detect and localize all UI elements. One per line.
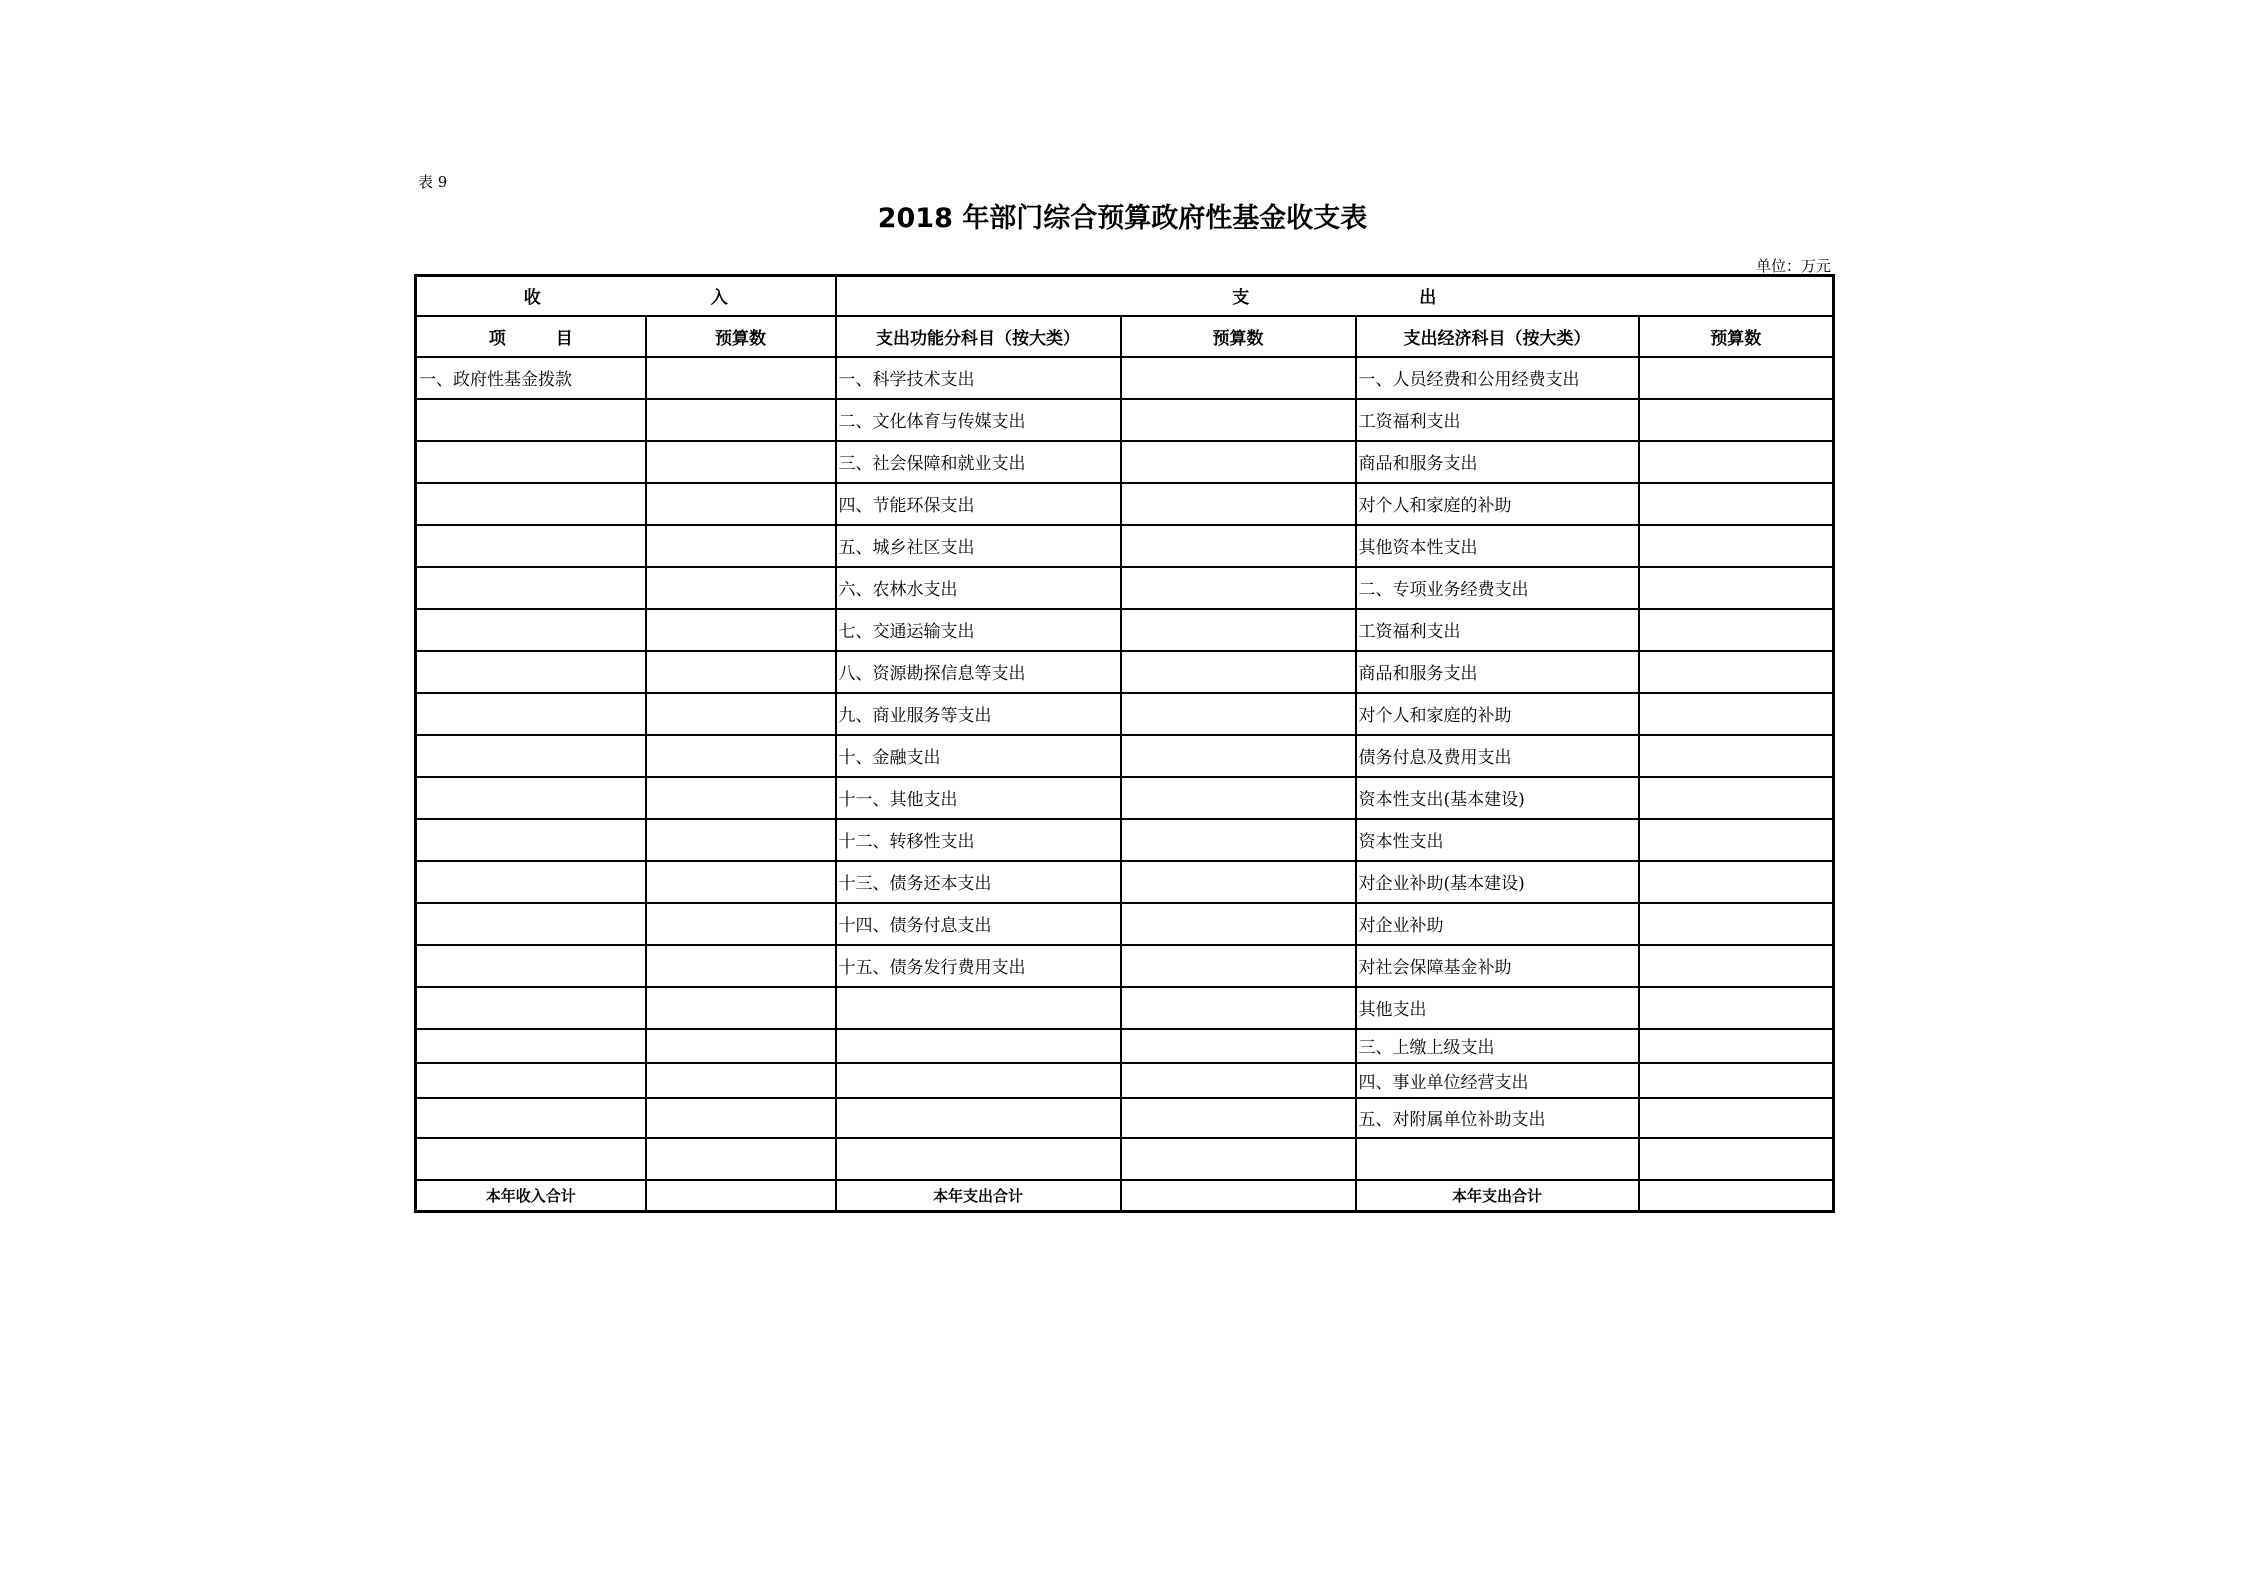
economic-budget-cell xyxy=(1639,525,1834,567)
function-item-cell: 十二、转移性支出 xyxy=(836,819,1121,861)
economic-budget-cell xyxy=(1639,987,1834,1029)
function-item-cell: 一、科学技术支出 xyxy=(836,357,1121,399)
function-budget-cell xyxy=(1121,441,1356,483)
table-row xyxy=(416,819,1834,861)
income-item-cell xyxy=(416,441,646,483)
income-item-cell xyxy=(416,609,646,651)
totals-row xyxy=(416,1180,1834,1212)
economic-budget-cell xyxy=(1639,945,1834,987)
income-budget-cell xyxy=(646,987,836,1029)
income-budget-cell xyxy=(646,483,836,525)
economic-item-cell: 资本性支出 xyxy=(1356,819,1639,861)
income-budget-cell xyxy=(646,1138,836,1180)
function-budget-cell xyxy=(1121,693,1356,735)
table-row xyxy=(416,651,1834,693)
expense-group-header xyxy=(836,276,1834,316)
function-budget-cell xyxy=(1121,483,1356,525)
income-budget-cell xyxy=(646,399,836,441)
economic-item-cell: 五、对附属单位补助支出 xyxy=(1356,1098,1639,1138)
function-item-cell: 十五、债务发行费用支出 xyxy=(836,945,1121,987)
income-item-cell xyxy=(416,819,646,861)
economic-budget-cell xyxy=(1639,1063,1834,1098)
table-number-label: 表 9 xyxy=(418,173,448,191)
economic-budget-cell xyxy=(1639,735,1834,777)
income-item-cell xyxy=(416,399,646,441)
income-budget-cell xyxy=(646,735,836,777)
income-item-cell xyxy=(416,903,646,945)
income-budget-cell xyxy=(646,441,836,483)
expense-header-right: 出 xyxy=(1419,288,1437,309)
col-header-item: 项 目 xyxy=(416,316,646,357)
function-budget-cell xyxy=(1121,525,1356,567)
economic-item-cell: 资本性支出(基本建设) xyxy=(1356,777,1639,819)
table-row xyxy=(416,567,1834,609)
economic-item-cell: 对企业补助 xyxy=(1356,903,1639,945)
function-item-cell: 十一、其他支出 xyxy=(836,777,1121,819)
function-item-cell xyxy=(836,987,1121,1029)
function-budget-cell xyxy=(1121,819,1356,861)
income-budget-cell xyxy=(646,945,836,987)
income-budget-cell xyxy=(646,357,836,399)
economic-item-cell: 债务付息及费用支出 xyxy=(1356,735,1639,777)
economic-item-cell: 工资福利支出 xyxy=(1356,609,1639,651)
function-budget-cell xyxy=(1121,399,1356,441)
income-budget-cell xyxy=(646,1029,836,1063)
income-budget-cell xyxy=(646,819,836,861)
economic-item-cell: 对企业补助(基本建设) xyxy=(1356,861,1639,903)
economic-budget-cell xyxy=(1639,609,1834,651)
header-row-columns xyxy=(416,316,1834,357)
income-budget-cell xyxy=(646,861,836,903)
function-item-cell: 七、交通运输支出 xyxy=(836,609,1121,651)
col-header-budget-economic: 预算数 xyxy=(1639,316,1834,357)
economic-item-cell: 二、专项业务经费支出 xyxy=(1356,567,1639,609)
economic-item-cell: 一、人员经费和公用经费支出 xyxy=(1356,357,1639,399)
function-item-cell: 五、城乡社区支出 xyxy=(836,525,1121,567)
function-item-cell xyxy=(836,1098,1121,1138)
income-item-cell xyxy=(416,1029,646,1063)
economic-item-cell: 对个人和家庭的补助 xyxy=(1356,483,1639,525)
function-item-cell: 六、农林水支出 xyxy=(836,567,1121,609)
economic-budget-cell xyxy=(1639,777,1834,819)
income-budget-cell xyxy=(646,903,836,945)
income-item-cell: 一、政府性基金拨款 xyxy=(416,357,646,399)
table-row xyxy=(416,357,1834,399)
function-budget-cell xyxy=(1121,861,1356,903)
table-row xyxy=(416,1098,1834,1138)
page-title: 2018 年部门综合预算政府性基金收支表 xyxy=(877,203,1368,234)
budget-table xyxy=(414,274,1835,1213)
table-row xyxy=(416,441,1834,483)
function-item-cell xyxy=(836,1029,1121,1063)
income-budget-cell xyxy=(646,777,836,819)
economic-budget-cell xyxy=(1639,357,1834,399)
economic-item-cell: 对社会保障基金补助 xyxy=(1356,945,1639,987)
function-item-cell: 十四、债务付息支出 xyxy=(836,903,1121,945)
income-item-cell xyxy=(416,1098,646,1138)
income-budget-cell xyxy=(646,567,836,609)
economic-budget-cell xyxy=(1639,819,1834,861)
income-item-cell xyxy=(416,483,646,525)
income-item-cell xyxy=(416,651,646,693)
function-budget-cell xyxy=(1121,777,1356,819)
function-budget-cell xyxy=(1121,609,1356,651)
table-row xyxy=(416,399,1834,441)
income-budget-cell xyxy=(646,693,836,735)
income-item-cell xyxy=(416,861,646,903)
col-header-function: 支出功能分科目（按大类） xyxy=(836,316,1121,357)
function-budget-cell xyxy=(1121,1029,1356,1063)
col-header-economic: 支出经济科目（按大类） xyxy=(1356,316,1639,357)
economic-item-cell: 四、事业单位经营支出 xyxy=(1356,1063,1639,1098)
income-group-header xyxy=(416,276,836,316)
function-item-cell: 十三、债务还本支出 xyxy=(836,861,1121,903)
function-budget-cell xyxy=(1121,945,1356,987)
function-item-cell xyxy=(836,1063,1121,1098)
economic-item-cell: 三、上缴上级支出 xyxy=(1356,1029,1639,1063)
income-item-cell xyxy=(416,567,646,609)
function-budget-cell xyxy=(1121,357,1356,399)
table-row xyxy=(416,777,1834,819)
col-header-budget-income: 预算数 xyxy=(646,316,836,357)
function-budget-cell xyxy=(1121,987,1356,1029)
table-row xyxy=(416,1029,1834,1063)
table-row xyxy=(416,1138,1834,1180)
income-total-label: 本年收入合计 xyxy=(416,1180,646,1212)
function-item-cell xyxy=(836,1138,1121,1180)
economic-budget-cell xyxy=(1639,651,1834,693)
unit-note: 单位：万元 xyxy=(1755,257,1831,275)
income-budget-cell xyxy=(646,525,836,567)
economic-total-value xyxy=(1639,1180,1834,1212)
economic-item-cell: 对个人和家庭的补助 xyxy=(1356,693,1639,735)
income-total-value xyxy=(646,1180,836,1212)
function-item-cell: 九、商业服务等支出 xyxy=(836,693,1121,735)
economic-item-cell: 其他支出 xyxy=(1356,987,1639,1029)
economic-item-cell: 其他资本性支出 xyxy=(1356,525,1639,567)
income-item-cell xyxy=(416,735,646,777)
function-item-cell: 三、社会保障和就业支出 xyxy=(836,441,1121,483)
table-row xyxy=(416,735,1834,777)
income-item-cell xyxy=(416,777,646,819)
function-item-cell: 二、文化体育与传媒支出 xyxy=(836,399,1121,441)
income-budget-cell xyxy=(646,651,836,693)
function-budget-cell xyxy=(1121,1098,1356,1138)
income-budget-cell xyxy=(646,1098,836,1138)
table-row xyxy=(416,945,1834,987)
income-budget-cell xyxy=(646,609,836,651)
table-row xyxy=(416,693,1834,735)
function-budget-cell xyxy=(1121,903,1356,945)
economic-budget-cell xyxy=(1639,1029,1834,1063)
economic-budget-cell xyxy=(1639,441,1834,483)
table-row xyxy=(416,903,1834,945)
col-header-budget-function: 预算数 xyxy=(1121,316,1356,357)
table-row xyxy=(416,483,1834,525)
table-row xyxy=(416,525,1834,567)
economic-budget-cell xyxy=(1639,903,1834,945)
income-item-cell xyxy=(416,987,646,1029)
economic-budget-cell xyxy=(1639,693,1834,735)
economic-item-cell xyxy=(1356,1138,1639,1180)
economic-budget-cell xyxy=(1639,399,1834,441)
function-budget-cell xyxy=(1121,735,1356,777)
table-row xyxy=(416,1063,1834,1098)
income-header-right: 入 xyxy=(710,288,728,309)
function-item-cell: 四、节能环保支出 xyxy=(836,483,1121,525)
economic-budget-cell xyxy=(1639,1138,1834,1180)
economic-budget-cell xyxy=(1639,861,1834,903)
economic-budget-cell xyxy=(1639,567,1834,609)
income-item-cell xyxy=(416,693,646,735)
income-item-cell xyxy=(416,525,646,567)
economic-item-cell: 商品和服务支出 xyxy=(1356,441,1639,483)
function-budget-cell xyxy=(1121,1063,1356,1098)
economic-budget-cell xyxy=(1639,483,1834,525)
function-total-value xyxy=(1121,1180,1356,1212)
function-item-cell: 八、资源勘探信息等支出 xyxy=(836,651,1121,693)
header-row-groups xyxy=(416,276,1834,316)
income-item-cell xyxy=(416,1063,646,1098)
economic-item-cell: 商品和服务支出 xyxy=(1356,651,1639,693)
function-total-label: 本年支出合计 xyxy=(836,1180,1121,1212)
economic-budget-cell xyxy=(1639,1098,1834,1138)
table-row xyxy=(416,861,1834,903)
function-budget-cell xyxy=(1121,567,1356,609)
economic-item-cell: 工资福利支出 xyxy=(1356,399,1639,441)
table-row xyxy=(416,609,1834,651)
income-budget-cell xyxy=(646,1063,836,1098)
function-budget-cell xyxy=(1121,1138,1356,1180)
expense-header-left: 支 xyxy=(1232,288,1250,309)
function-budget-cell xyxy=(1121,651,1356,693)
function-item-cell: 十、金融支出 xyxy=(836,735,1121,777)
income-item-cell xyxy=(416,945,646,987)
income-header-left: 收 xyxy=(523,288,541,309)
economic-total-label: 本年支出合计 xyxy=(1356,1180,1639,1212)
table-row xyxy=(416,987,1834,1029)
income-item-cell xyxy=(416,1138,646,1180)
